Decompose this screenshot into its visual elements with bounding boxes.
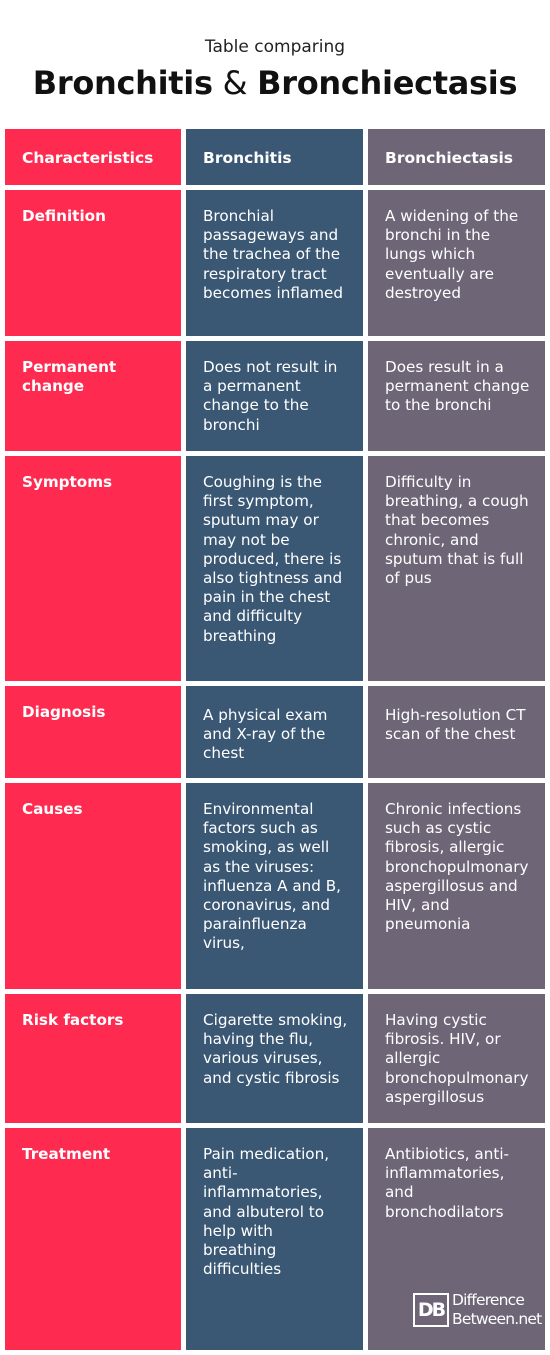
table-row	[5, 341, 545, 451]
bronchitis-cell: Bronchial passageways and the trachea of the respiratory tract becomes inflamed	[186, 190, 363, 336]
table-header-row	[5, 129, 545, 185]
bronchiectasis-cell: High-resolution CT scan of the chest	[368, 686, 545, 778]
bronchiectasis-cell: Does result in a permanent change to the bronchi	[368, 341, 545, 451]
table-row	[5, 783, 545, 989]
bronchitis-cell: Does not result in a permanent change to the bronchi	[186, 341, 363, 451]
column-header-bronchitis: Bronchitis	[186, 129, 363, 185]
bronchitis-cell: A physical exam and X-ray of the chest	[186, 686, 363, 778]
bronchiectasis-cell: Having cystic fibrosis. HIV, or allergic bronchopulmonary aspergillosus	[368, 994, 545, 1123]
title-bronchiectasis: Bronchiectasis	[257, 64, 518, 102]
row-label: Treatment	[5, 1128, 181, 1350]
row-label: Causes	[5, 783, 181, 989]
title-bronchitis: Bronchitis	[32, 64, 213, 102]
db-logo-mark: DB	[413, 1293, 449, 1327]
page-title	[0, 64, 550, 102]
table-row	[5, 994, 545, 1123]
bronchitis-cell: Coughing is the first symptom, sputum may or may not be produced, there is also tightness and pain in the chest and difficulty breathing	[186, 456, 363, 681]
row-label: Definition	[5, 190, 181, 336]
bronchiectasis-cell: Chronic infections such as cystic fibrosis, allergic bronchopulmonary aspergillosus and HIV, and pneumonia	[368, 783, 545, 989]
row-label: Permanent change	[5, 341, 181, 451]
table-row	[5, 686, 545, 778]
column-header-characteristics: Characteristics	[5, 129, 181, 185]
logo-text-line2: Between.net	[452, 1310, 542, 1328]
bronchitis-cell: Environmental factors such as smoking, as well as the viruses: influenza A and B, coronavirus, and parainfluenza virus,	[186, 783, 363, 989]
logo-text-line1: Difference	[452, 1291, 525, 1309]
difference-between-logo	[413, 1291, 548, 1331]
row-label: Risk factors	[5, 994, 181, 1123]
bronchitis-cell: Cigarette smoking, having the flu, various viruses, and cystic fibrosis	[186, 994, 363, 1123]
table-row	[5, 456, 545, 681]
row-label: Diagnosis	[5, 686, 181, 778]
bronchiectasis-cell: A widening of the bronchi in the lungs which eventually are destroyed	[368, 190, 545, 336]
row-label: Symptoms	[5, 456, 181, 681]
table-row	[5, 190, 545, 336]
bronchitis-cell: Pain medication, anti-inflammatories, and albuterol to help with breathing difficulties	[186, 1128, 363, 1350]
bronchiectasis-cell: Difficulty in breathing, a cough that becomes chronic, and sputum that is full of pus	[368, 456, 545, 681]
bronchiectasis-cell: Antibiotics, anti-inflammatories, and bronchodilators	[368, 1128, 545, 1350]
column-header-bronchiectasis: Bronchiectasis	[368, 129, 545, 185]
title-ampersand: &	[222, 64, 248, 102]
page-subtitle: Table comparing	[204, 37, 346, 57]
